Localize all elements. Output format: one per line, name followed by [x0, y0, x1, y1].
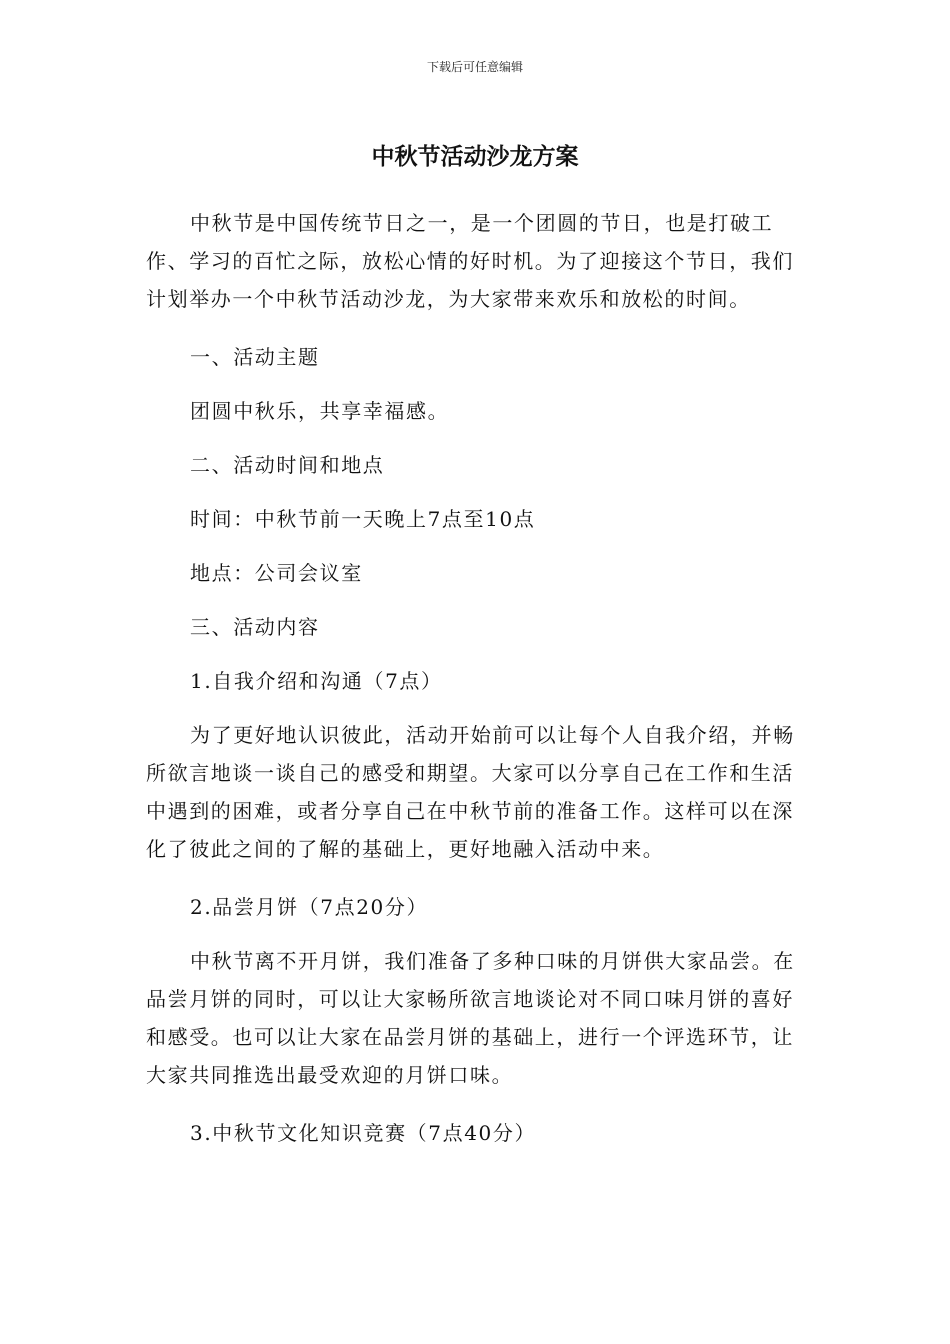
item-description: 中秋节离不开月饼，我们准备了多种口味的月饼供大家品尝。在品尝月饼的同时，可以让大家畅所欲言地谈论对不同口味月饼的喜好和感受。也可以让大家在品尝月饼的基础上，进行一个评选环节，让大家共同推选出最受欢迎的月饼口味。 [146, 949, 795, 1087]
item-title: 3.中秋节文化知识竞赛（7点40分） [190, 1121, 537, 1145]
item-description: 为了更好地认识彼此，活动开始前可以让每个人自我介绍，并畅所欲言地谈一谈自己的感受和期望。大家可以分享自己在工作和生活中遇到的困难，或者分享自己在中秋节前的准备工作。这样可以在深化了彼此之间的了解的基础上，更好地融入活动中来。 [146, 723, 795, 861]
item-title: 2.品尝月饼（7点20分） [190, 895, 429, 919]
section-heading-theme: 一、活动主题 [190, 345, 320, 369]
theme-text: 团圆中秋乐，共享幸福感。 [190, 399, 450, 423]
document-title: 中秋节活动沙龙方案 [371, 144, 579, 170]
place-text: 地点：公司会议室 [190, 561, 363, 585]
section-heading-time-place: 二、活动时间和地点 [190, 453, 385, 477]
section-heading-content: 三、活动内容 [190, 615, 320, 639]
time-text: 时间：中秋节前一天晚上7点至10点 [190, 507, 536, 531]
item-title: 1.自我介绍和沟通（7点） [190, 669, 443, 693]
header-note: 下载后可任意编辑 [426, 60, 523, 74]
intro-paragraph: 中秋节是中国传统节日之一，是一个团圆的节日，也是打破工作、学习的百忙之际，放松心情的好时机。为了迎接这个节日，我们计划举办一个中秋节活动沙龙，为大家带来欢乐和放松的时间。 [146, 211, 794, 311]
document-body [146, 204, 806, 1168]
